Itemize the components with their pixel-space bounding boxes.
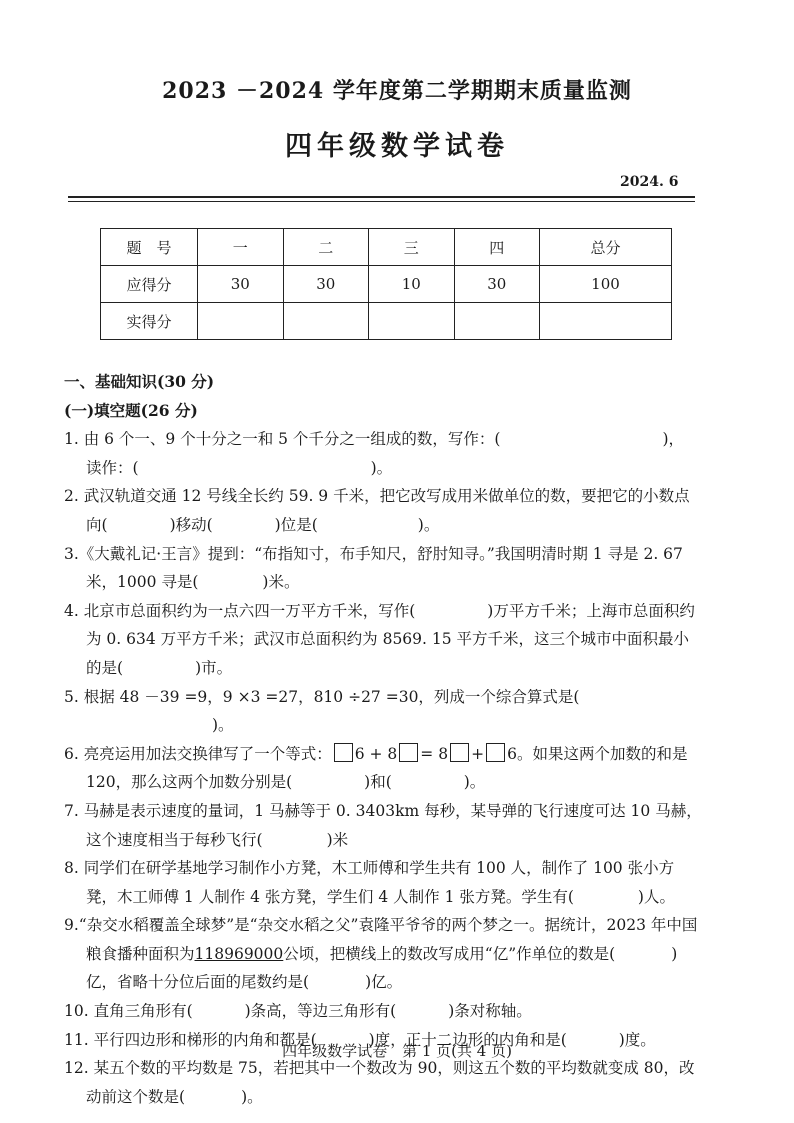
question-1: 1. 由 6 个一、9 个十分之一和 5 个千分之一组成的数，写作：( )， 读作：( )。 — [64, 430, 685, 477]
score-table-points-row — [101, 266, 672, 303]
question-3: 3.《大戴礼记·王言》提到：“布指知寸，布手知尺，舒肘知寻。”我国明清时期 1 寻是 2. 67 米，1000 寻是( )米。 — [64, 544, 683, 592]
answer-box[interactable] — [334, 743, 353, 762]
score-col-header: 三 — [369, 229, 455, 266]
score-actual-cell[interactable] — [283, 303, 369, 340]
question-5: 5. 根据 48 －39 =9，9 ×3 =27，810 ÷27 =30，列成一个综合算式是()。 — [64, 687, 580, 735]
section-title: 一、基础知识(30 分) — [64, 372, 215, 391]
header-rule-thin — [68, 201, 695, 202]
question-10: 10. 直角三角形有( )条高，等边三角形有( )条对称轴。 — [64, 1002, 532, 1021]
score-actual-cell[interactable] — [540, 303, 672, 340]
exam-header-title: 2023 －2024 学年度第二学期期末质量监测 — [162, 78, 632, 104]
question-4: 4. 北京市总面积约为一点六四一万平方千米，写作( )万平方千米；上海市总面积约为 0. 634 万平方千米；武汉市总面积约为 8569. 15 平方千米，这三个城市中面积最小的是( )市。 — [64, 601, 695, 677]
question-6: 6. 亮亮运用加法交换律写了一个等式： 6 + 8 = 8 + 6。如果这两个加数的和是 120，那么这两个加数分别是( )和( )。 — [64, 744, 688, 792]
underlined-number: 118969000 — [194, 944, 284, 963]
score-points-cell: 100 — [540, 266, 672, 303]
score-row-label: 应得分 — [101, 266, 198, 303]
score-actual-cell[interactable] — [198, 303, 284, 340]
question-9: 9.“杂交水稻覆盖全球梦”是“杂交水稻之父”袁隆平爷爷的两个梦之一。据统计，2023 年中国粮食播种面积为118969000公顷，把横线上的数改写成用“亿”作单位的数是( )亿，省略十分位后面的尾数约是( )亿。 — [64, 916, 698, 992]
score-col-header: 总分 — [540, 229, 672, 266]
score-col-header: 二 — [283, 229, 369, 266]
question-8: 8. 同学们在研学基地学习制作小方凳，木工师傅和学生共有 100 人，制作了 100 张小方凳，木工师傅 1 人制作 4 张方凳，学生们 4 人制作 1 张方凳。学生有( )人。 — [64, 859, 675, 906]
score-points-cell: 30 — [283, 266, 369, 303]
question-content — [64, 368, 704, 1111]
answer-box[interactable] — [450, 743, 469, 762]
subsection-title: (一)填空题(26 分) — [64, 400, 198, 420]
question-12: 12. 某五个数的平均数是 75，若把其中一个数改为 90，则这五个数的平均数就变成 80，改动前这个数是( )。 — [64, 1059, 695, 1106]
answer-box[interactable] — [486, 743, 505, 762]
score-points-cell: 30 — [198, 266, 284, 303]
header-rule-thick — [68, 196, 695, 198]
question-11: 11. 平行四边形和梯形的内角和都是( )度，正十二边形的内角和是( )度。 — [64, 1030, 656, 1049]
score-table-actual-row — [101, 303, 672, 340]
answer-box[interactable] — [399, 743, 418, 762]
question-2: 2. 武汉轨道交通 12 号线全长约 59. 9 千米，把它改写成用米做单位的数，要把它的小数点向( )移动( )位是( )。 — [64, 487, 690, 534]
score-col-header: 四 — [454, 229, 540, 266]
score-col-header: 一 — [198, 229, 284, 266]
score-points-cell: 30 — [454, 266, 540, 303]
score-row-label: 题 号 — [101, 229, 198, 266]
score-points-cell: 10 — [369, 266, 455, 303]
exam-date: 2024. 6 — [620, 174, 679, 190]
page-footer: 四年级数学试卷 第 1 页(共 4 页) — [282, 1042, 512, 1060]
score-table — [100, 228, 672, 340]
score-actual-cell[interactable] — [454, 303, 540, 340]
question-7: 7. 马赫是表示速度的量词，1 马赫等于 0. 3403km 每秒，某导弹的飞行速度可达 10 马赫，这个速度相当于每秒飞行( )米 — [64, 801, 702, 849]
score-row-label: 实得分 — [101, 303, 198, 340]
score-table-header-row — [101, 229, 672, 266]
score-actual-cell[interactable] — [369, 303, 455, 340]
exam-subtitle: 四年级数学试卷 — [285, 131, 509, 162]
